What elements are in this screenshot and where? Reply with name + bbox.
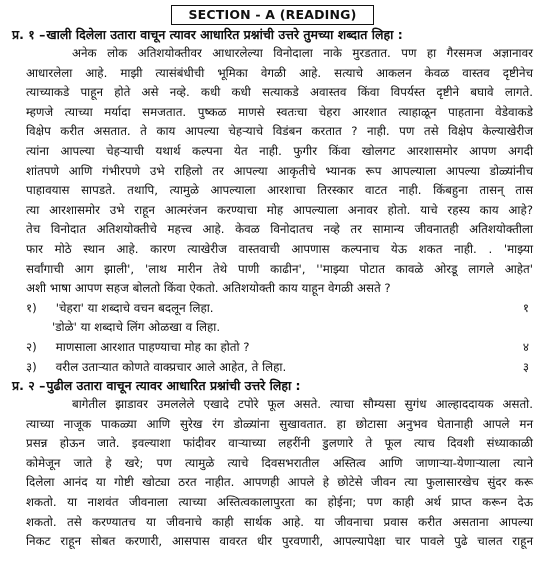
passage-1-line: पाहावयास सापडते. तथापि, त्यामुळे आपल्याला आरशाचा तिरस्कार वाटत नाही. किंबहुना तासन् तास — [26, 183, 533, 198]
question-2-number: प्र. २ – — [12, 378, 46, 394]
passage-1-line: त्या आरशासमोर उभे राहून आत्मरंजन करण्याचा मोह आपल्याला अनावर होतो. याचे रहस्य काय आहे? — [26, 202, 533, 217]
question-2-instruction: पुढील उतारा वाचून त्यावर आधारित प्रश्नांची उत्तरे लिहा : — [46, 378, 301, 394]
subquestion-marks: ३ — [522, 359, 529, 374]
subquestion-number: २) — [26, 339, 37, 354]
passage-1-line: शांतपणे आणि गंभीरपणे उभे राहिलो तर आपल्या आकृतीचे भ्यानक रूप आपल्याला आपल्या डोळ्यांनीच — [26, 163, 533, 178]
subquestion-3 — [12, 358, 533, 378]
subquestion-1 — [12, 299, 533, 319]
subquestion-number: ३) — [26, 359, 37, 374]
section-header — [12, 4, 533, 26]
question-1-instruction: खाली दिलेला उतारा वाचून त्यावर आधारित प्रश्नांची उत्तरे तुमच्या शब्दात लिहा : — [46, 27, 403, 42]
question-1-number: प्र. १ – — [12, 27, 46, 42]
passage-2-line: शकतो. तसे करण्यातच या जीवनाचे काही सार्थक आहे. या जीवनाचा प्रवास करीत असताना आपल्या — [26, 514, 533, 529]
subquestion-1b — [12, 318, 533, 338]
passage-1-line: अशी भाषा आपण सहज बोलतो किंवा ऐकतो. अतिशयोक्ती काय याहून वेगळी असते ? — [26, 281, 391, 296]
passage-2-line: प्रसन्न होऊन जाते. इवल्याशा फांदीवर वाऱ्याच्या लहरींनी डुलणारे ते फूल त्याच दिवशी संध्याकाळी — [26, 436, 533, 451]
question-2-heading — [12, 377, 533, 395]
subquestion-text: वरील उताऱ्यात कोणते वाक्प्रचार आले आहेत, ते लिहा. — [55, 359, 287, 374]
subquestion-2 — [12, 338, 533, 358]
passage-2-line: त्याच्या नाजूक पाकळ्या आणि सुरेख रंग डोळ्यांना सुखावतात. हा छोटासा अनुभव घेतानाही आपले मन — [26, 416, 533, 431]
passage-2-line: दिलेला आनंद या गोष्टी खोट्या ठरत नाहीत. आपणही आपले हे छोटेसे जीवन त्या फुलासारखेच सुंदर करू — [26, 475, 533, 490]
passage-1 — [12, 44, 533, 299]
passage-1-line: तेच विनोदात अतिशयोक्तीचे महत्त्व आहे. केवळ विनोदातच नव्हे तर सामान्य जीवनातही अतिशयोक्तीला — [26, 222, 533, 237]
subquestion-number: १) — [26, 300, 37, 315]
passage-1-line: फार मोठे स्थान आहे. कारण त्याखेरीज वास्तवाची आपणास कल्पनाच येऊ शकत नाही. . 'माझ्या — [26, 241, 533, 256]
passage-1-line: आधारलेला आहे. माझी त्यासंबंधीची भूमिका वेगळी आहे. सत्याचे आकलन केवळ वास्तव दृष्टीनेच — [26, 65, 533, 80]
question-1-heading — [12, 26, 533, 44]
passage-2-line: शकतो. या नाशवंत जीवनाला त्याच्या अस्तित्वकालापुरता का होईना; पण काही अर्थ प्राप्त करून देऊ — [26, 495, 533, 510]
passage-2 — [12, 395, 533, 552]
passage-1-line: त्यांना आपल्या चेहऱ्याची यथार्थ कल्पना येत नाही. फुगीर किंवा खोलगट आरशासमोर आपण अगदी — [26, 143, 533, 158]
passage-2-line: कोमेजून जाते हे खरे; पण त्यामुळे त्याचे दिवसभरातील अस्तित्व आणि जाणाऱ्या-येणाऱ्याला त्याने — [26, 455, 533, 470]
subquestion-text: 'चेहरा' या शब्दाचे वचन बदलून लिहा. — [55, 300, 214, 315]
section-title: SECTION - A (READING) — [171, 5, 373, 25]
passage-1-line: त्याच्याकडे पाहून होते असे नव्हे. कधी कधी सत्याकडे अवास्तव किंवा विपर्यस्त दृष्टीने बघावे लागते. — [26, 85, 533, 100]
passage-2-line: बागेतील झाडावर उमललेले एखादे टपोरे फूल असते. त्याचा सौम्यसा सुगंध आल्हाददायक असतो. — [72, 397, 533, 412]
subquestion-marks: १ — [522, 300, 529, 315]
passage-1-line: सर्वांगाची आग झाली', 'लाथ मारीन तेथे पाणी काढीन', ''माझ्या पोटात कावळे ओरडू लागले आहेत' — [26, 261, 533, 276]
subquestion-text: माणसाला आरशात पाहण्याचा मोह का होतो ? — [55, 339, 250, 354]
passage-1-line: अनेक लोक अतिशयोक्तीवर आधारलेल्या विनोदाला नाके मुरडतात. पण हा गैरसमज अज्ञानावर — [72, 46, 533, 60]
passage-1-line: विक्षेप करीत असतात. ते काय आपल्या चेहऱ्याचे विडंबन करतात ? नाही. पण तसे विक्षेप केल्याखेरीज — [26, 124, 533, 139]
subquestion-text: 'डोळे' या शब्दाचे लिंग ओळखा व लिहा. — [52, 320, 221, 335]
passage-1-line: म्हणजे त्याच्या मर्यादा समजतात. पुष्कळ माणसे स्वतःचा चेहरा आरशात त्याहाळून पाहताना वेडेवाकडे — [26, 104, 533, 119]
subquestion-marks: ४ — [522, 339, 529, 354]
passage-2-line: निकट राहून सोबत करणारी, आसपास वावरत धीर पुरवणारी, आपल्यापेक्षा चार पावले पुढे चालत राहून — [26, 534, 533, 549]
